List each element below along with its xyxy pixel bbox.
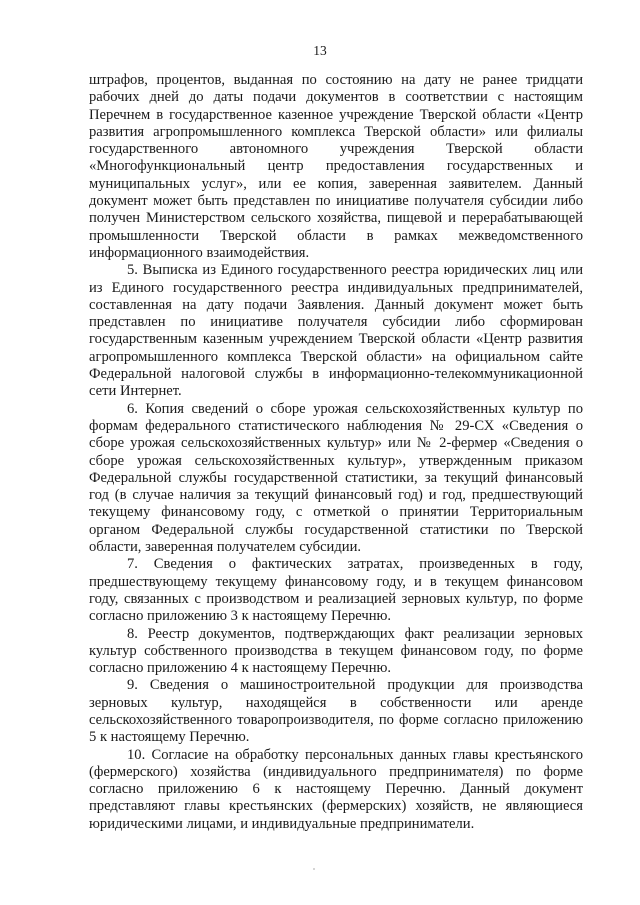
paragraph-item-5: 5. Выписка из Единого государственного реестра юридических лиц или из Единого государственного реестра индивидуальных предпринимателей, составленная на дату подачи Заявления. Данный документ может быть представлен по инициативе получателя субсидии либо сформирован государственным казенным учреждением Тверской области «Центр развития агропромышленного комплекса Тверской области» на официальном сайте Федеральной налоговой службы в информационно-телекоммуникационной сети Интернет.: [89, 262, 583, 400]
document-body: [89, 72, 583, 833]
paragraph-item-6: 6. Копия сведений о сборе урожая сельскохозяйственных культур по формам федерального статистического наблюдения № 29-СХ «Сведения о сборе урожая сельскохозяйственных культур» или № 2-фермер «Сведения о сборе урожая сельскохозяйственных культур», утвержденным приказом Федеральной службы государственной статистики, за текущий финансовый год (в случае наличия за текущий финансовый год) и год, предшествующий текущему финансовому году, с отметкой о принятии Территориальным органом Федеральной службы государственной статистики по Тверской области, заверенная получателем субсидии.: [89, 400, 583, 556]
scan-artifact: [313, 868, 315, 870]
paragraph-item-10: 10. Согласие на обработку персональных данных главы крестьянского (фермерского) хозяйства (индивидуального предпринимателя) по форме согласно приложению 6 к настоящему Перечню. Данный документ представляют главы крестьянских (фермерских) хозяйств, не являющиеся юридическими лицами, и индивидуальные предприниматели.: [89, 746, 583, 832]
paragraph-item-8: 8. Реестр документов, подтверждающих факт реализации зерновых культур собственного производства в текущем финансовом году, по форме согласно приложению 4 к настоящему Перечню.: [89, 625, 583, 677]
page-number: 13: [313, 43, 327, 58]
paragraph-item-9: 9. Сведения о машиностроительной продукции для производства зерновых культур, находящейся в собственности или аренде сельскохозяйственного товаропроизводителя, по форме согласно приложению 5 к настоящему Перечню.: [89, 677, 583, 746]
paragraph-continuation: штрафов, процентов, выданная по состоянию на дату не ранее тридцати рабочих дней до даты подачи документов в соответствии с настоящим Перечнем в государственное казенное учреждение Тверской области «Центр развития агропромышленного комплекса Тверской области» или филиалы государственного автономного учреждения Тверской области «Многофункциональный центр предоставления государственных и муниципальных услуг», или ее копия, заверенная заявителем. Данный документ может быть представлен по инициативе получателя субсидии либо получен Министерством сельского хозяйства, пищевой и перерабатывающей промышленности Тверской области в рамках межведомственного информационного взаимодействия.: [89, 72, 583, 261]
paragraph-item-7: 7. Сведения о фактических затратах, произведенных в году, предшествующему текущему финансовому году, и в текущем финансовом году, связанных с производством и реализацией зерновых культур, по форме согласно приложению 3 к настоящему Перечню.: [89, 556, 583, 625]
